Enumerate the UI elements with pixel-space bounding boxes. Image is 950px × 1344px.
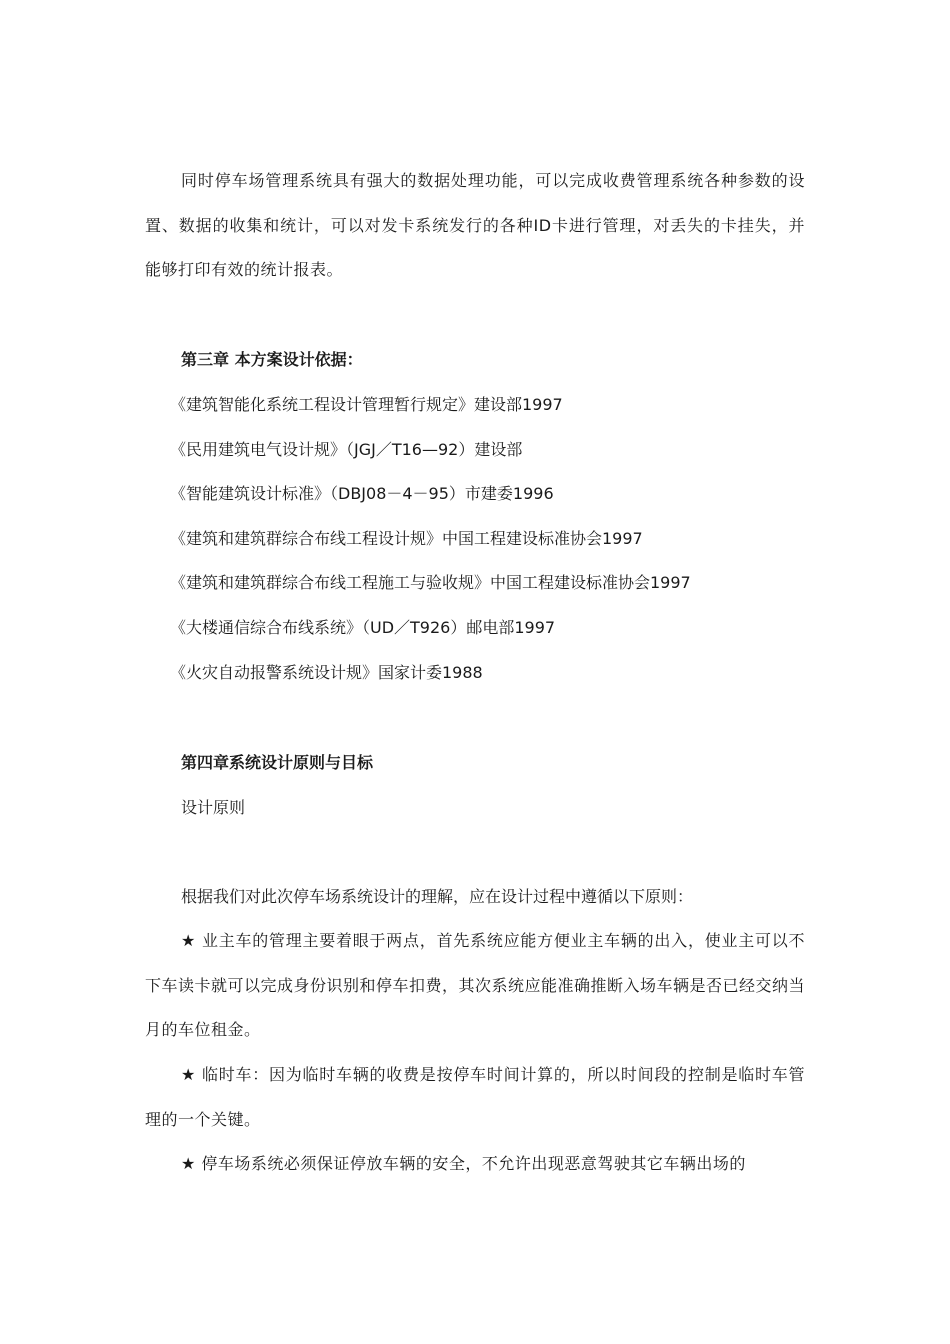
principle-vehicle-safety: ★ 停车场系统必须保证停放车辆的安全，不允许出现恶意驾驶其它车辆出场的 [181, 1154, 746, 1173]
reference-item: 《智能建筑设计标准》（DBJ08－4－95）市建委1996 [170, 484, 554, 503]
reference-item: 《建筑和建筑群综合布线工程施工与验收规》中国工程建设标准协会1997 [170, 573, 691, 592]
principle-temporary-vehicles: ★ 临时车：因为临时车辆的收费是按停车时间计算的，所以时间段的控制是临时车管理的一个关键。 [145, 1065, 805, 1129]
reference-item: 《大楼通信综合布线系统》（UD／T926）邮电部1997 [170, 618, 556, 637]
principle-owner-vehicles: ★ 业主车的管理主要着眼于两点，首先系统应能方便业主车辆的出入，使业主可以不下车读卡就可以完成身份识别和停车扣费，其次系统应能准确推断入场车辆是否已经交纳当月的车位租金。 [145, 931, 806, 1039]
reference-item: 《建筑和建筑群综合布线工程设计规》中国工程建设标准协会1997 [170, 529, 643, 548]
reference-item: 《建筑智能化系统工程设计管理暂行规定》建设部1997 [170, 395, 563, 414]
chapter4-subtitle: 设计原则 [181, 798, 246, 817]
chapter4-title: 第四章系统设计原则与目标 [181, 753, 374, 772]
chapter3-title: 第三章 本方案设计依据： [181, 350, 363, 369]
intro-paragraph: 同时停车场管理系统具有强大的数据处理功能，可以完成收费管理系统各种参数的设置、数据的收集和统计，可以对发卡系统发行的各种ID卡进行管理，对丢失的卡挂失，并能够打印有效的统计报表。 [145, 171, 805, 279]
reference-item: 《民用建筑电气设计规》（JGJ／T16—92）建设部 [170, 440, 523, 459]
reference-item: 《火灾自动报警系统设计规》国家计委1988 [170, 663, 483, 682]
principles-lead: 根据我们对此次停车场系统设计的理解，应在设计过程中遵循以下原则： [181, 887, 694, 906]
